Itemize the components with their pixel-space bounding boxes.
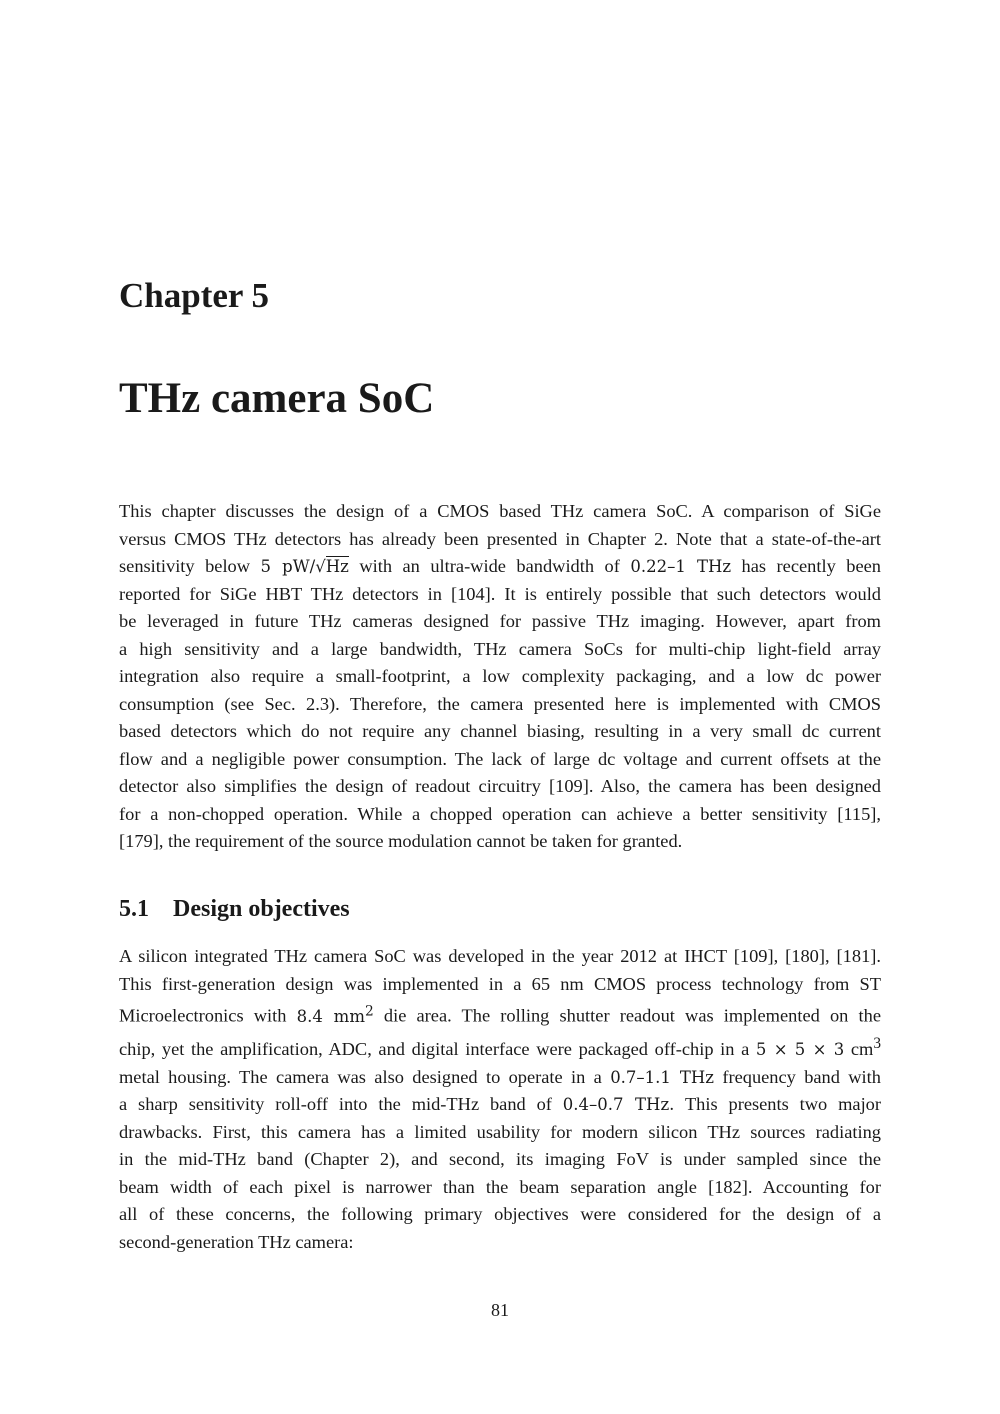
- text-line: integration also require a small-footprint, a low complexity packaging, and a low dc power: [119, 666, 881, 686]
- page-number: 81: [491, 1300, 509, 1320]
- text-span: metal housing. The camera was also designed to operate in a: [119, 1066, 602, 1087]
- intro-paragraph: [119, 498, 881, 856]
- text-line: This first-generation design was implemented in a 65 nm CMOS process technology from ST: [119, 973, 881, 994]
- text-line: versus CMOS THz detectors has already been presented in Chapter 2. Note that a state-of-the-art: [119, 528, 881, 549]
- math-mid-thz-band: 0.4–0.7 THz.: [562, 1095, 675, 1115]
- text-line: [119, 1064, 881, 1092]
- text-line: beam width of each pixel is narrower than the beam separation angle [182]. Accounting for: [119, 1176, 881, 1197]
- text-span: sensitivity below: [119, 556, 251, 576]
- text-line: [179], the requirement of the source modulation cannot be taken for granted.: [119, 831, 683, 851]
- text-line: [119, 1030, 881, 1064]
- math-span: 5 pW/√: [260, 557, 326, 576]
- text-span: Microelectronics with: [119, 1005, 287, 1026]
- text-span: frequency band with: [722, 1066, 881, 1087]
- section-heading: [119, 894, 350, 924]
- text-span: cm: [850, 1039, 874, 1060]
- text-span: with an ultra-wide bandwidth of: [359, 556, 620, 576]
- text-line: [119, 553, 881, 581]
- text-line: in the mid-THz band (Chapter 2), and second, its imaging FoV is under sampled since the: [119, 1149, 881, 1170]
- text-line: reported for SiGe HBT THz detectors in [104]. It is entirely possible that such detectors would: [119, 583, 881, 604]
- text-line: detector also simplifies the design of readout circuitry [109]. Also, the camera has been designed: [119, 776, 881, 796]
- math-die-area: [296, 1003, 374, 1026]
- text-span: a sharp sensitivity roll-off into the mid-THz band of: [119, 1094, 552, 1115]
- text-line: [119, 1091, 881, 1119]
- math-span: 8.4 mm: [296, 1006, 365, 1026]
- text-span: has recently been: [741, 556, 881, 576]
- text-line: A silicon integrated THz camera SoC was developed in the year 2012 at IHCT [109], [180], [181].: [119, 946, 881, 966]
- math-bandwidth: 0.22–1 THz: [630, 557, 732, 576]
- chapter-title: THz camera SoC: [119, 375, 435, 422]
- math-frequency-band: 0.7–1.1 THz: [610, 1067, 714, 1087]
- math-housing-size: 5 × 5 × 3: [755, 1040, 845, 1060]
- text-line: [119, 998, 881, 1030]
- text-line: This chapter discusses the design of a CMOS based THz camera SoC. A comparison of SiGe: [119, 501, 881, 521]
- text-line: drawbacks. First, this camera has a limited usability for modern silicon THz sources radiating: [119, 1121, 881, 1142]
- section-number: 5.1: [119, 896, 149, 922]
- text-line: second-generation THz camera:: [119, 1231, 354, 1252]
- superscript: 2: [364, 1003, 374, 1019]
- text-line: flow and a negligible power consumption. The lack of large dc voltage and current offsets at the: [119, 748, 881, 769]
- text-line: a high sensitivity and a large bandwidth, THz camera SoCs for multi-chip light-field array: [119, 638, 881, 659]
- text-span: This presents two major: [684, 1094, 881, 1115]
- text-line: based detectors which do not require any channel biasing, resulting in a very small dc current: [119, 721, 881, 741]
- math-span: Hz: [325, 557, 349, 576]
- text-line: all of these concerns, the following primary objectives were considered for the design of a: [119, 1204, 881, 1225]
- text-span: die area. The rolling shutter readout was implemented on the: [383, 1005, 881, 1026]
- text-line: consumption (see Sec. 2.3). Therefore, the camera presented here is implemented with CMOS: [119, 693, 881, 714]
- section-title: Design objectives: [173, 896, 350, 922]
- superscript: 3: [873, 1035, 881, 1052]
- chapter-label: Chapter 5: [119, 276, 270, 315]
- text-line: be leveraged in future THz cameras designed for passive THz imaging. However, apart from: [119, 611, 881, 631]
- text-span: chip, yet the amplification, ADC, and digital interface were packaged off-chip in a: [119, 1039, 750, 1060]
- text-line: for a non-chopped operation. While a chopped operation can achieve a better sensitivity [115],: [119, 803, 881, 824]
- body-paragraph: [119, 943, 881, 1256]
- math-sensitivity: [261, 556, 349, 576]
